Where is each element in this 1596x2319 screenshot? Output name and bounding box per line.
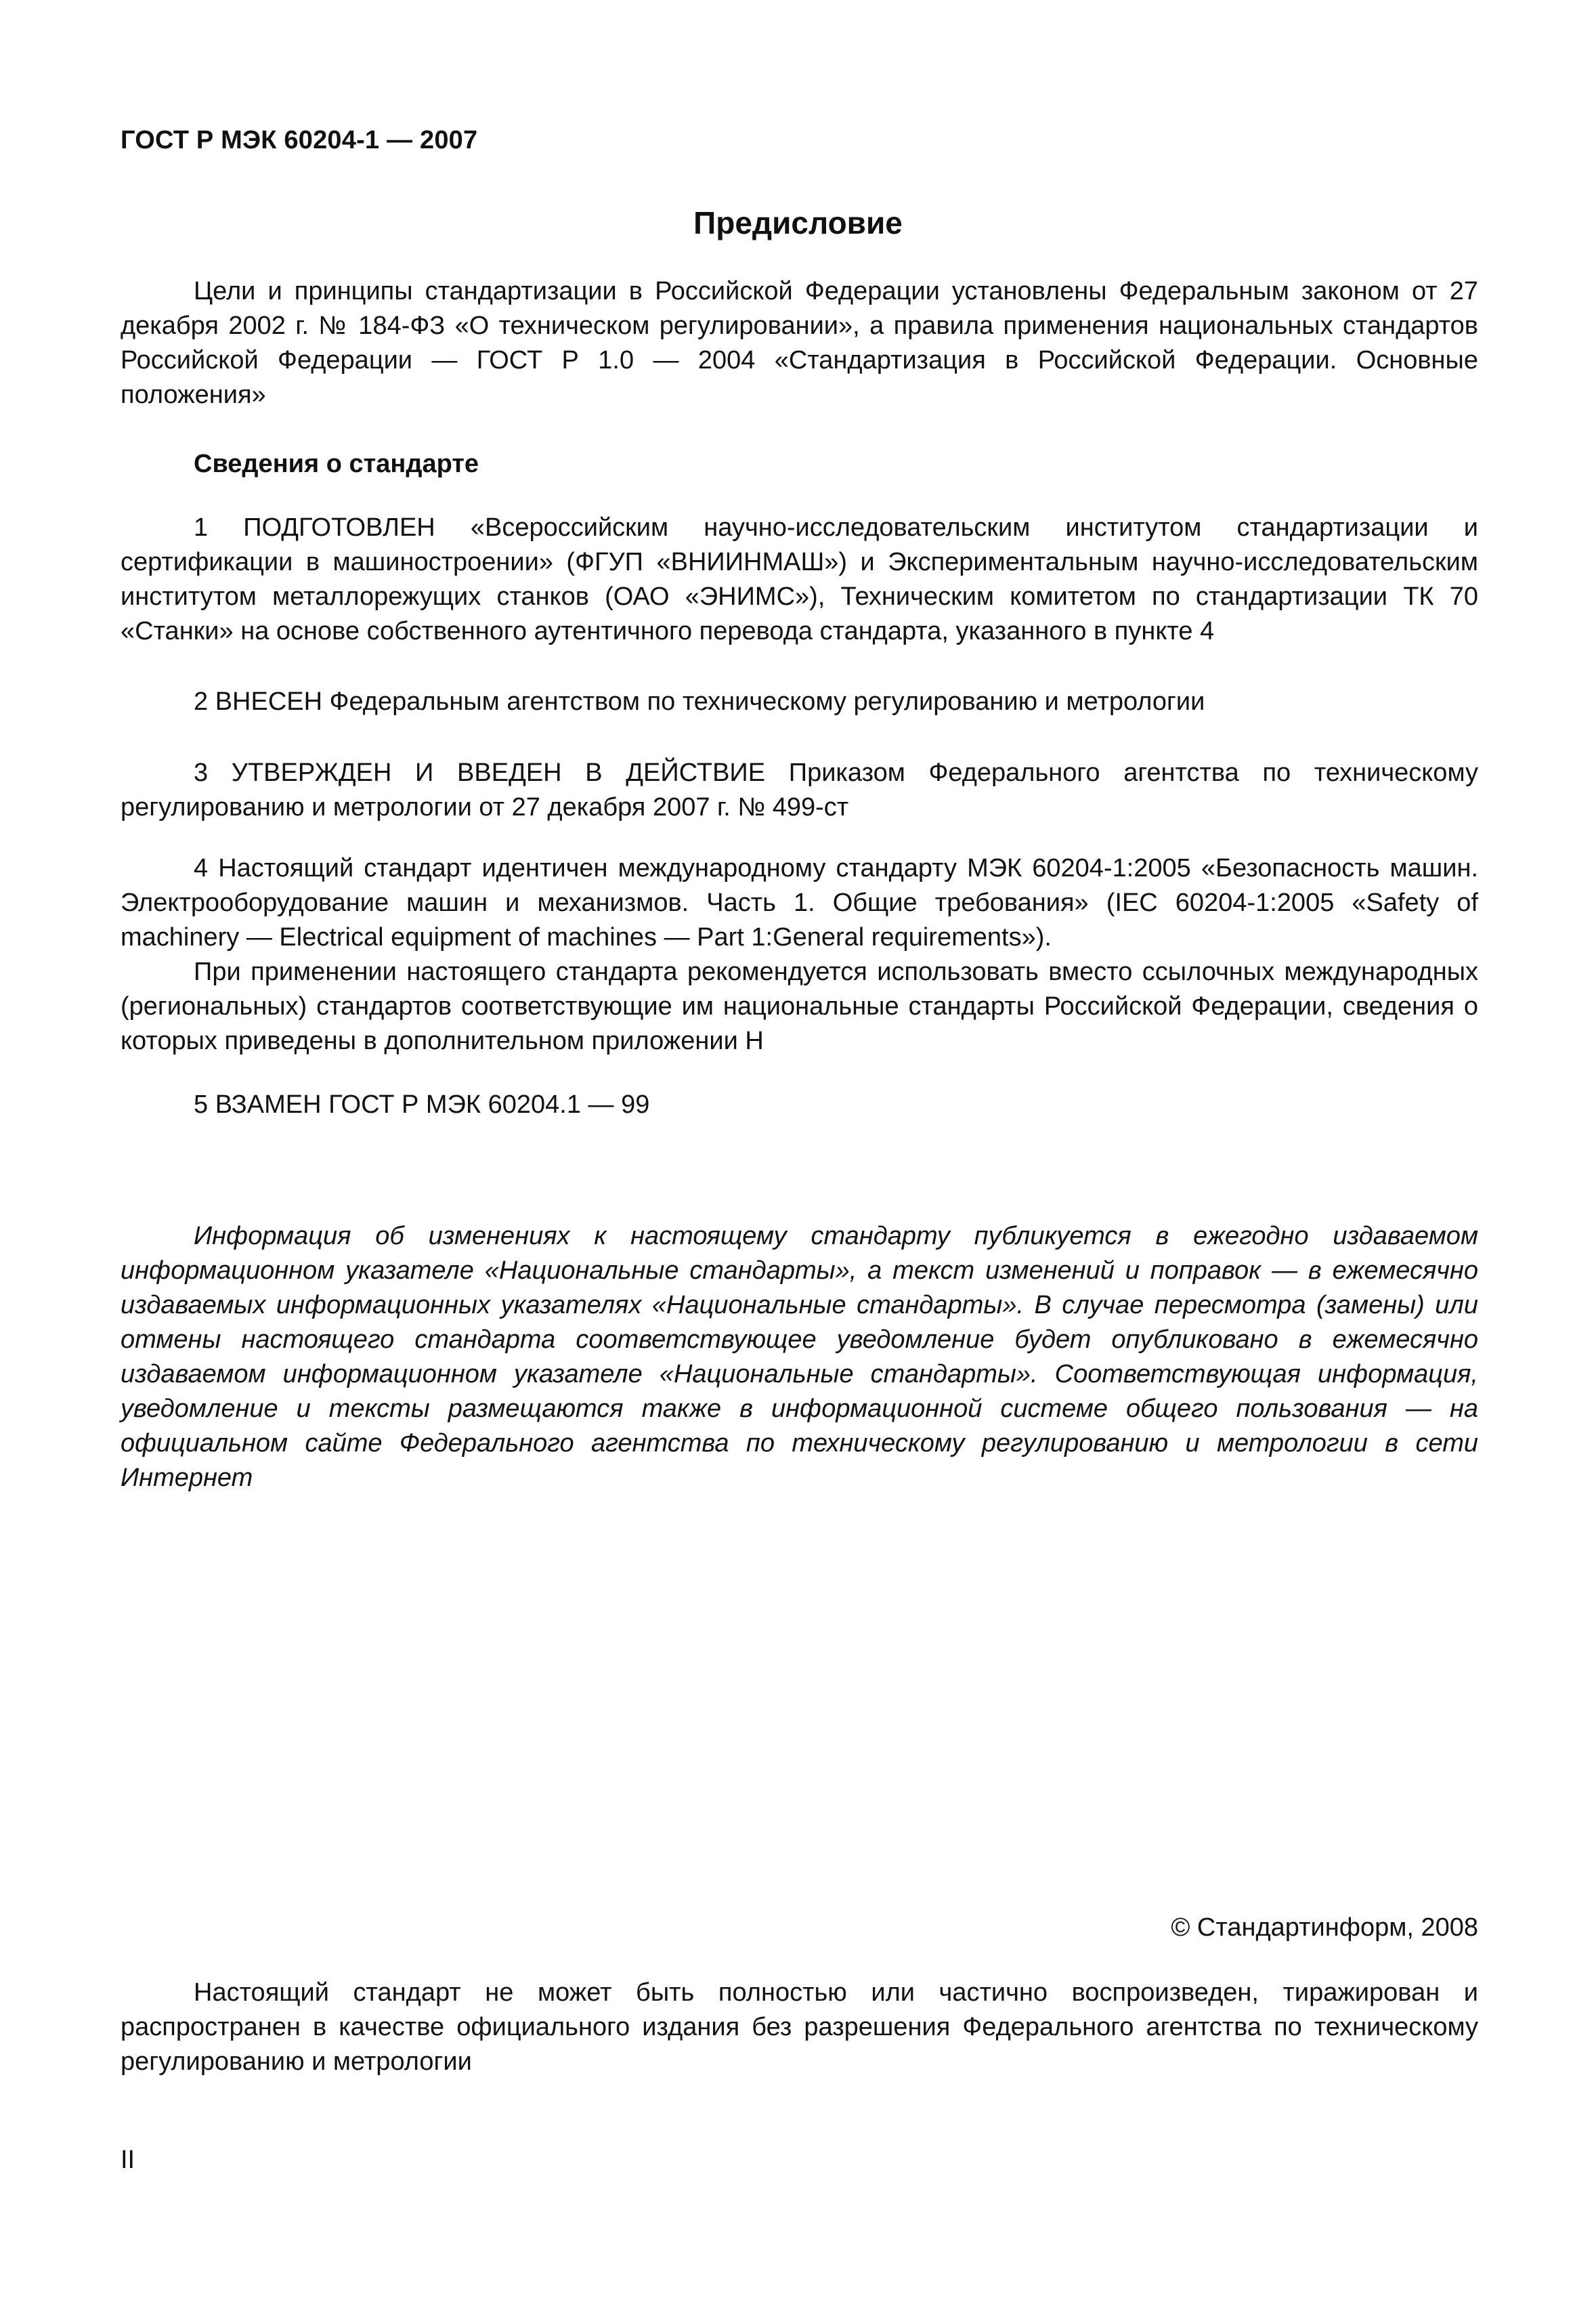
item-2	[121, 685, 1478, 719]
document-id: ГОСТ Р МЭК 60204-1 — 2007	[121, 126, 478, 154]
item-1	[121, 511, 1478, 649]
item-4-note: При применении настоящего стандарта рекомендуется использовать вместо ссылочных международных (региональных) стандартов соответствующие им национальные стандарты Российской Федерации, сведения о которых приведены в дополнительном приложении Н	[121, 958, 1478, 1055]
reproduction-notice	[121, 1976, 1478, 2079]
item-3	[121, 756, 1478, 825]
changes-notice-text: Информация об изменениях к настоящему стандарту публикуется в ежегодно издаваемом информационном указателе «Национальные стандарты», а текст изменений и поправок — в ежемесячно издаваемых информационных указателях «Национальные стандарты». В случае пересмотра (замены) или отмены настоящего стандарта соответствующее уведомление будет опубликовано в ежемесячно издаваемом информационном указателе «Национальные стандарты». Соответствующая информация, уведомление и тексты размещаются также в информационной системе общего пользования — на официальном сайте Федерального агентства по техническому регулированию и метрологии в сети Интернет	[121, 1222, 1478, 1492]
page-title: Предисловие	[693, 205, 903, 240]
changes-notice	[121, 1219, 1478, 1495]
item-2-text: 2 ВНЕСЕН Федеральным агентством по техническому регулированию и метрологии	[194, 687, 1205, 716]
reproduction-notice-text: Настоящий стандарт не может быть полностью или частично воспроизведен, тиражирован и распространен в качестве официального издания без разрешения Федерального агентства по техническому регулированию и метрологии	[121, 1978, 1478, 2076]
item-5-text: 5 ВЗАМЕН ГОСТ Р МЭК 60204.1 — 99	[194, 1090, 650, 1119]
item-4	[121, 851, 1478, 1059]
intro-paragraph: Цели и принципы стандартизации в Российской Федерации установлены Федеральным законом от 27 декабря 2002 г. № 184-ФЗ «О техническом регулировании», а правила применения национальных стандартов Российской Федерации — ГОСТ Р 1.0 — 2004 «Стандартизация в Российской Федерации. Основные положения»	[121, 277, 1478, 409]
page-number: II	[121, 2146, 135, 2174]
about-standard-heading: Сведения о стандарте	[194, 450, 479, 478]
item-5	[121, 1088, 1478, 1122]
intro-section	[121, 274, 1478, 412]
item-3-text: 3 УТВЕРЖДЕН И ВВЕДЕН В ДЕЙСТВИЕ Приказом Федерального агентства по техническому регулированию и метрологии от 27 декабря 2007 г. № 499-ст	[121, 759, 1478, 822]
item-4-text: 4 Настоящий стандарт идентичен международному стандарту МЭК 60204-1:2005 «Безопасность машин. Электрооборудование машин и механизмов. Часть 1. Общие требования» (IEC 60204-1:2005 «Safety of machinery — Electrical equipment of machines — Part 1:General requirements»).	[121, 854, 1478, 952]
item-1-text: 1 ПОДГОТОВЛЕН «Всероссийским научно-исследовательским институтом стандартизации и сертификации в машиностроении» (ФГУП «ВНИИНМАШ») и Экспериментальным научно-исследовательским институтом металлорежущих станков (ОАО «ЭНИМС»), Техническим комитетом по стандартизации ТК 70 «Станки» на основе собственного аутентичного перевода стандарта, указанного в пункте 4	[121, 513, 1478, 645]
copyright-line: © Стандартинформ, 2008	[1171, 1913, 1478, 1942]
